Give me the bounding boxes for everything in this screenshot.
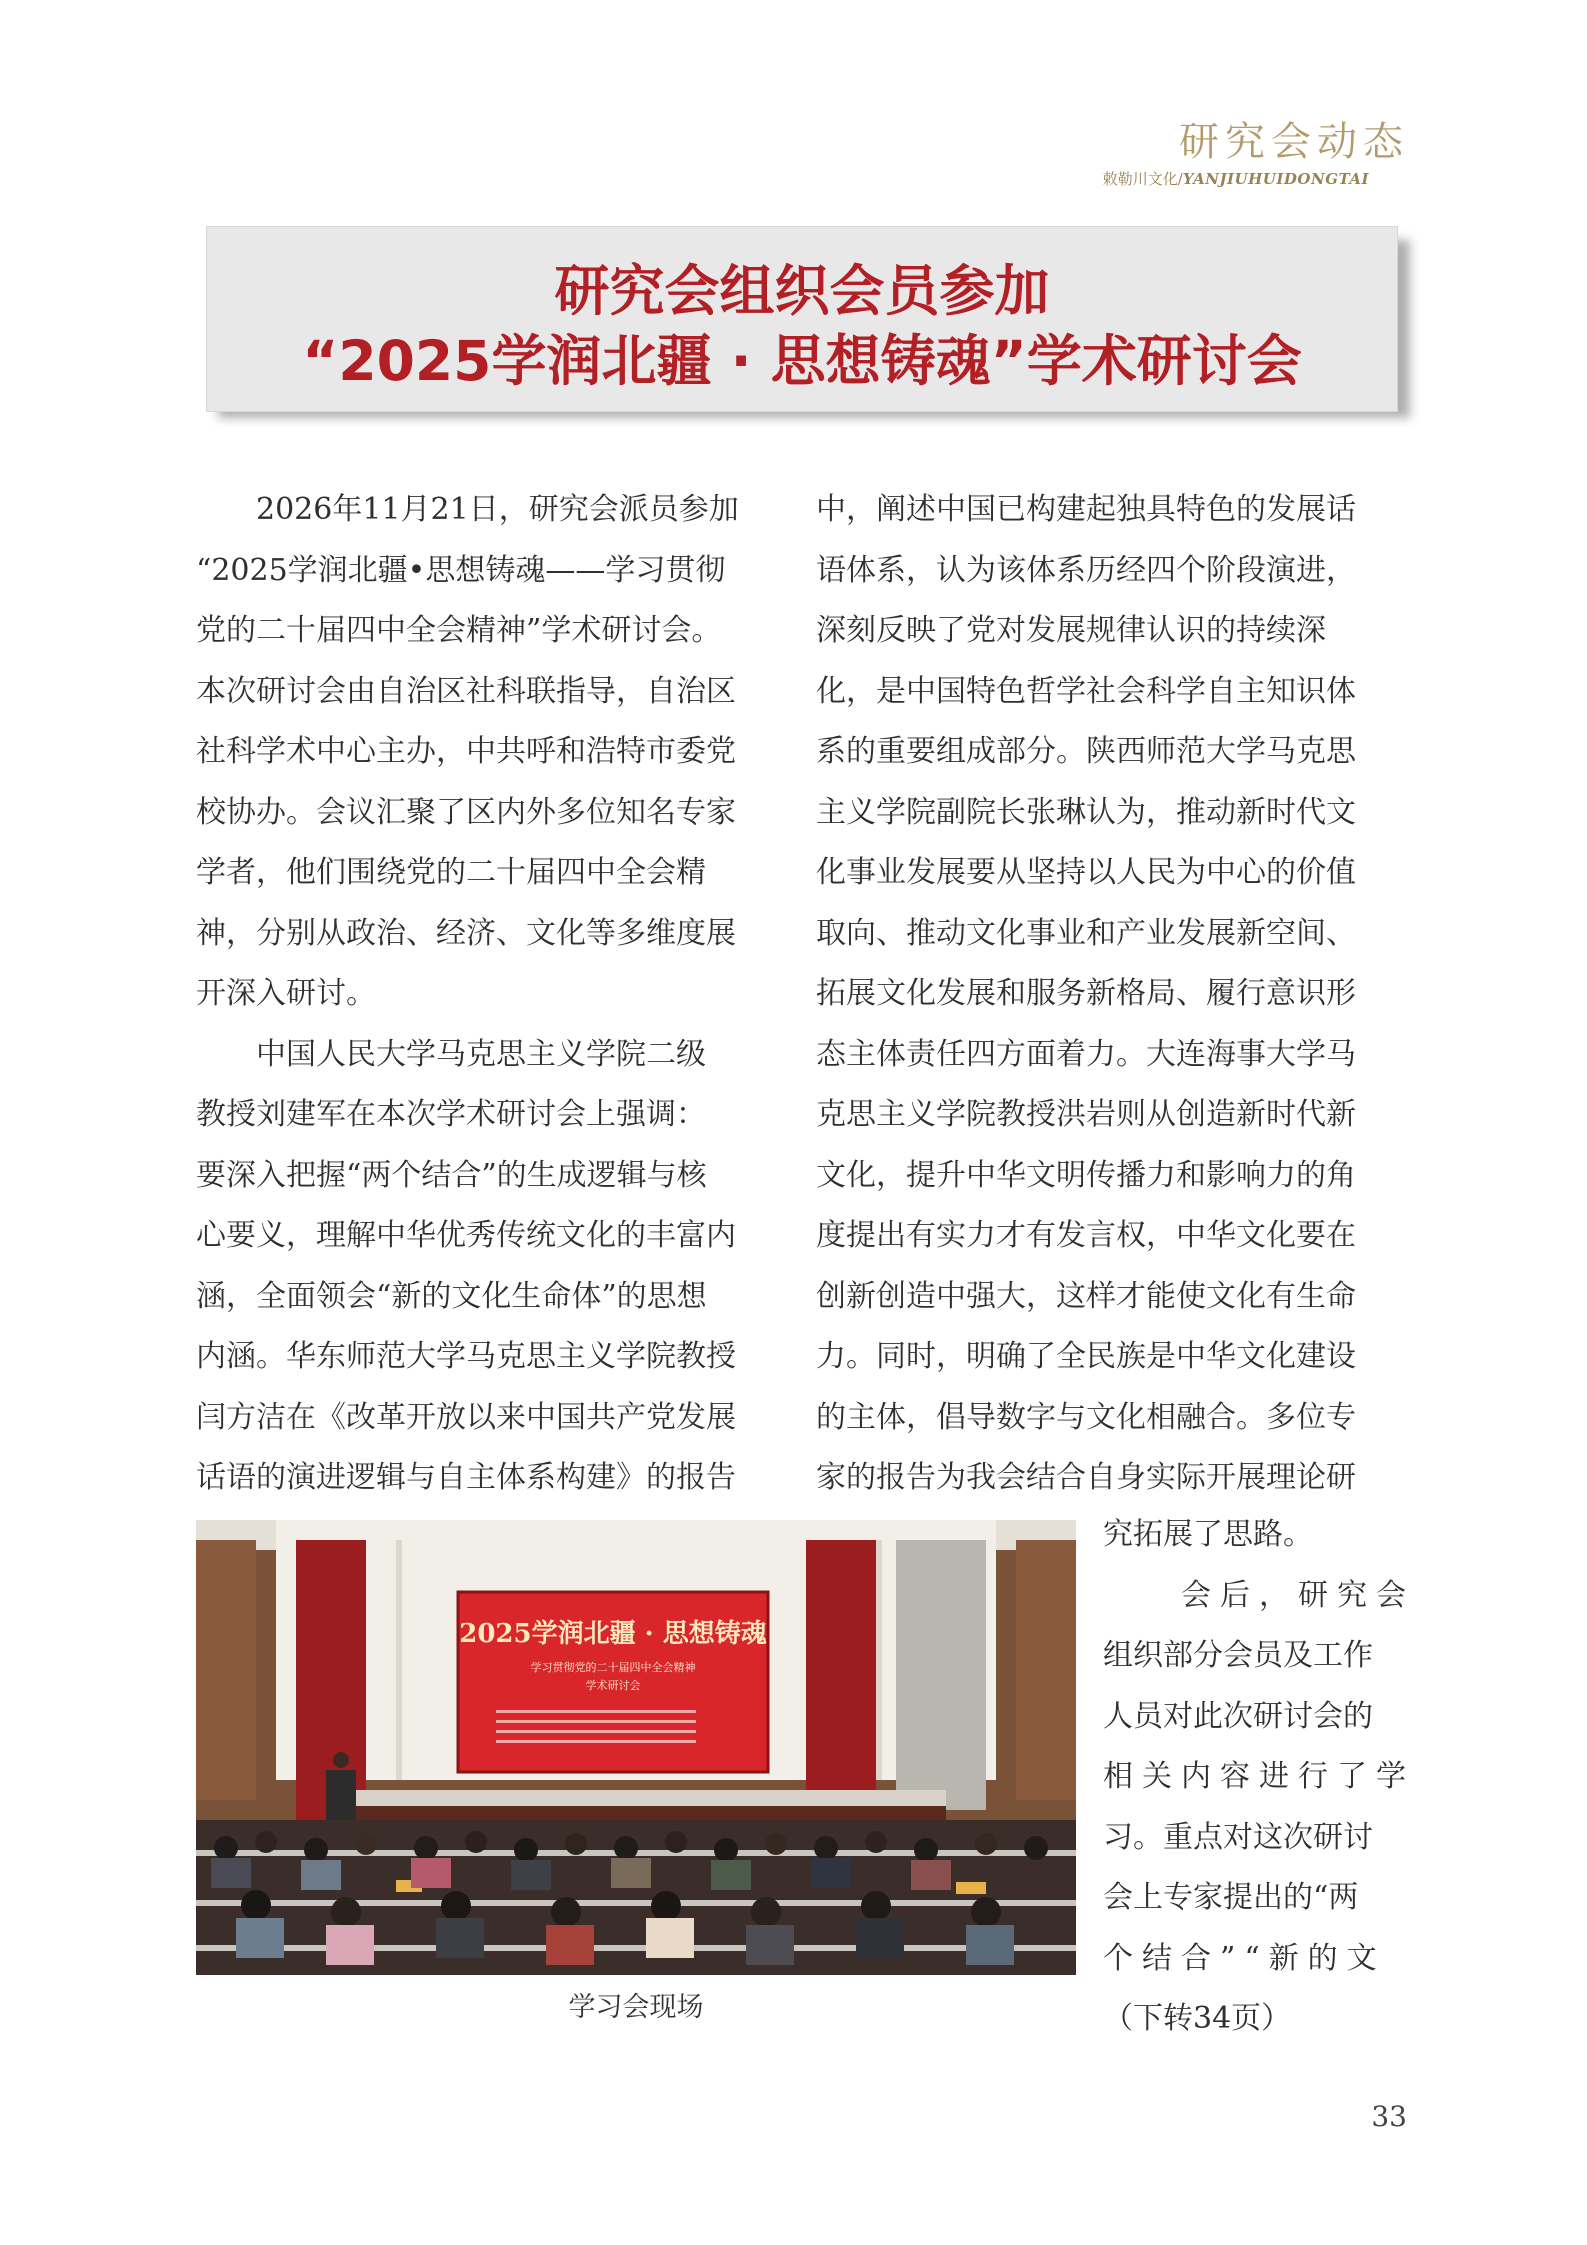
continued-note: （下转34页） <box>1103 2001 1292 2036</box>
article-column-left <box>196 480 786 1509</box>
text-line: 文化，提升中华文明传播力和影响力的角 <box>816 1157 1356 1193</box>
article-column-narrow <box>1103 1505 1415 2050</box>
text-line: 中国人民大学马克思主义学院二级 <box>196 1036 706 1072</box>
text-line: “2025学润北疆•思想铸魂——学习贯彻 <box>196 552 726 588</box>
event-photo-illustration <box>196 1520 1076 1975</box>
text-line: 力。同时，明确了全民族是中华文化建设 <box>816 1339 1356 1374</box>
text-line: 取向、推动文化事业和产业发展新空间、 <box>816 915 1356 951</box>
article-column-right <box>816 480 1408 1509</box>
text-line: 2026年11月21日，研究会派员参加 <box>196 492 739 527</box>
article-title-line-2: “2025学润北疆 · 思想铸魂”学术研讨会 <box>302 329 1302 393</box>
text-line: 拓展文化发展和服务新格局、履行意识形 <box>816 976 1356 1011</box>
text-line: 创新创造中强大，这样才能使文化有生命 <box>816 1278 1356 1314</box>
text-line: 究拓展了思路。 <box>1103 1517 1313 1552</box>
photo-caption: 学习会现场 <box>568 1992 704 2023</box>
text-line: 化，是中国特色哲学社会科学自主知识体 <box>816 673 1356 709</box>
text-line: 党的二十届四中全会精神”学术研讨会。 <box>196 613 722 648</box>
text-line: 教授刘建军在本次学术研讨会上强调： <box>196 1097 706 1132</box>
text-line: 中，阐述中国已构建起独具特色的发展话 <box>816 492 1356 527</box>
text-line: 心要义，理解中华优秀传统文化的丰富内 <box>196 1218 736 1253</box>
text-line: 神，分别从政治、经济、文化等多维度展 <box>196 915 736 951</box>
text-line: 系的重要组成部分。陕西师范大学马克思 <box>816 734 1356 769</box>
screen-title: 2025学润北疆 · 思想铸魂 <box>459 1619 767 1649</box>
text-line: 化事业发展要从坚持以人民为中心的价值 <box>816 855 1356 890</box>
event-photo <box>196 1520 1076 1975</box>
screen-subtitle-2: 学术研讨会 <box>585 1679 641 1692</box>
text-line: 涵，全面领会“新的文化生命体”的思想 <box>196 1278 707 1314</box>
text-line: 话语的演进逻辑与自主体系构建》的报告 <box>196 1460 736 1495</box>
text-line: 会后，研究会 <box>1103 1577 1415 1613</box>
section-subtitle-separator: / <box>1177 170 1183 188</box>
text-line: 校协办。会议汇聚了区内外多位知名专家 <box>196 794 736 830</box>
section-subtitle <box>1103 168 1369 189</box>
text-line: 社科学术中心主办，中共呼和浩特市委党 <box>196 734 736 769</box>
text-line: 开深入研讨。 <box>196 976 376 1011</box>
section-subtitle-latin: YANJIUHUIDONGTAI <box>1182 170 1369 188</box>
text-line: 学者，他们围绕党的二十届四中全会精 <box>196 855 706 890</box>
text-line: 内涵。华东师范大学马克思主义学院教授 <box>196 1339 736 1374</box>
text-line: 要深入把握“两个结合”的生成逻辑与核 <box>196 1157 707 1193</box>
text-line: 克思主义学院教授洪岩则从创造新时代新 <box>816 1097 1356 1132</box>
text-line: 的主体，倡导数字与文化相融合。多位专 <box>816 1399 1356 1435</box>
text-line: 深刻反映了党对发展规律认识的持续深 <box>816 613 1326 648</box>
text-line: 主义学院副院长张琳认为，推动新时代文 <box>816 794 1356 830</box>
text-line: 语体系，认为该体系历经四个阶段演进， <box>816 552 1356 588</box>
screen-subtitle-1: 学习贯彻党的二十届四中全会精神 <box>530 1661 696 1674</box>
text-line: 个结合”“新的文 <box>1103 1940 1386 1976</box>
text-line: 闫方洁在《改革开放以来中国共产党发展 <box>196 1399 736 1435</box>
article-title-line-1: 研究会组织会员参加 <box>554 259 1050 323</box>
text-line: 会上专家提出的“两 <box>1103 1880 1359 1915</box>
text-line: 态主体责任四方面着力。大连海事大学马 <box>816 1036 1356 1072</box>
text-line: 组织部分会员及工作 <box>1103 1638 1373 1673</box>
section-title: 研究会动态 <box>1179 119 1409 165</box>
text-line: 本次研讨会由自治区社科联指导，自治区 <box>196 673 736 709</box>
article-title-box <box>206 226 1398 412</box>
text-line: 人员对此次研讨会的 <box>1103 1698 1373 1734</box>
text-line: 相关内容进行了学 <box>1103 1759 1415 1794</box>
section-subtitle-cn: 敕勒川文化 <box>1102 170 1178 188</box>
text-line: 度提出有实力才有发言权，中华文化要在 <box>816 1218 1356 1253</box>
page-number: 33 <box>1371 2100 1407 2133</box>
text-line: 家的报告为我会结合自身实际开展理论研 <box>816 1460 1356 1495</box>
text-line: 习。重点对这次研讨 <box>1103 1819 1373 1855</box>
